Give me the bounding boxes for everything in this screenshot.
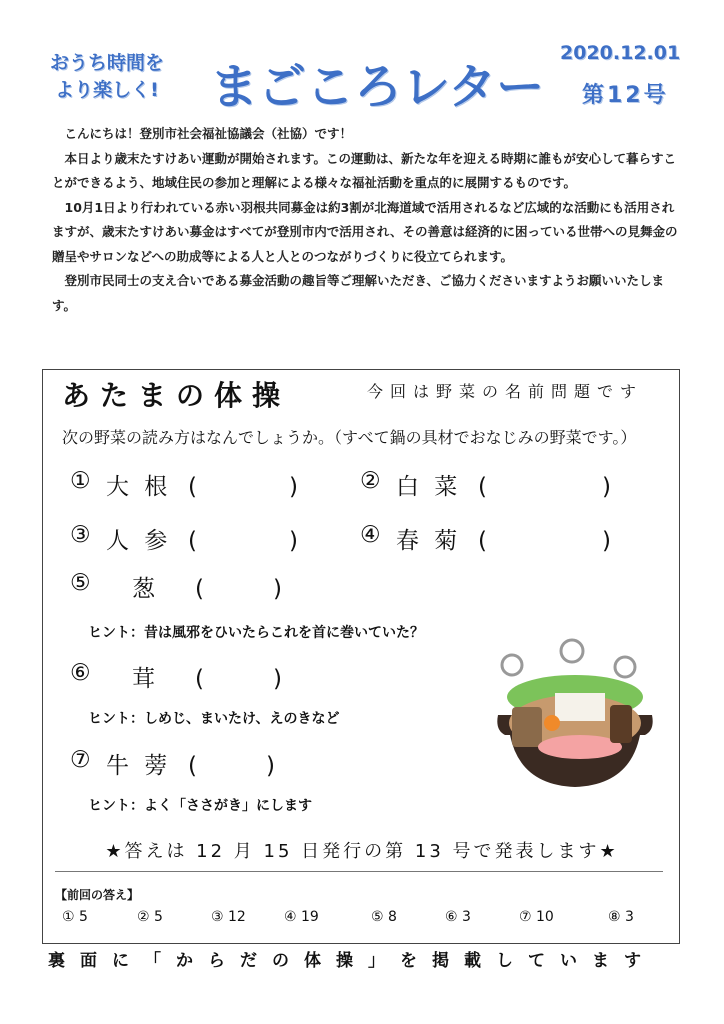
question-number: ③ xyxy=(70,522,91,548)
question-word: 大 根 xyxy=(106,474,172,500)
question-number: ⑤ xyxy=(70,570,91,596)
hotpot-illustration xyxy=(490,635,660,795)
answer-blank: ( ) xyxy=(478,528,611,554)
question-word: 茸 xyxy=(132,666,159,692)
question-word: 春 菊 xyxy=(396,528,462,554)
question-word: 葱 xyxy=(132,576,159,602)
question-word: 人 参 xyxy=(106,528,172,554)
answer-blank: ( ) xyxy=(188,528,298,554)
question-1 xyxy=(70,468,350,498)
question-4 xyxy=(360,522,660,552)
previous-answer: ④ 19 xyxy=(284,909,319,925)
previous-answer: ② 5 xyxy=(137,909,163,925)
answer-blank: ( ) xyxy=(478,474,611,500)
answer-blank: ( ) xyxy=(195,576,282,602)
header-subtitle xyxy=(50,50,164,104)
answer-blank: ( ) xyxy=(188,753,275,779)
question-number: ⑦ xyxy=(70,747,91,773)
intro-paragraph: 本日より歳末たすけあい運動が開始されます。この運動は、新たな年を迎える時期に誰もが安心して暮らすことができるよう、地域住民の参加と理解による様々な福祉活動を重点的に展開するものです。 xyxy=(52,150,677,190)
previous-answer: ① 5 xyxy=(62,909,88,925)
question-6 xyxy=(70,660,350,690)
hint-7: ヒント：よく「ささがき」にします xyxy=(88,798,312,814)
footer-note: 裏面に「からだの体操」を掲載しています xyxy=(48,951,656,971)
question-number: ⑥ xyxy=(70,660,91,686)
question-number: ④ xyxy=(360,522,381,548)
question-word: 白 菜 xyxy=(396,474,462,500)
question-7 xyxy=(70,747,350,777)
quiz-title: あたまの体操 xyxy=(62,379,291,412)
subtitle-line-2: より楽しく! xyxy=(55,79,159,101)
question-5 xyxy=(70,570,350,600)
newsletter-title: まごころレター xyxy=(210,59,545,115)
quiz-instruction: 次の野菜の読み方はなんでしょうか。（すべて鍋の具材でおなじみの野菜です。） xyxy=(62,428,637,447)
question-number: ① xyxy=(70,468,91,494)
hint-5: ヒント：昔は風邪をひいたらこれを首に巻いていた？ xyxy=(88,625,424,641)
previous-answer: ⑥ 3 xyxy=(445,909,471,925)
intro-paragraph: 登別市民同士の支え合いである募金活動の趣旨等ご理解いただき、ご協力くださいますようお願いいたします。 xyxy=(52,273,665,313)
intro-paragraph: 10月1日より行われている赤い羽根共同募金は約3割が北海道域で活用されるなど広域的な活動にも活用されますが、歳末たすけあい募金はすべてが登別市内で活用され、その善意は経済的に困っている世帯への見舞金の贈呈やサロンなどへの助成等による人と人とのつながりづくりに役立てられます。 xyxy=(52,199,678,264)
intro-paragraph: こんにちは！登別市社会福祉協議会（社協）です！ xyxy=(52,126,353,141)
quiz-subtitle: 今回は野菜の名前問題です xyxy=(367,382,644,401)
previous-answer: ⑦ 10 xyxy=(519,909,554,925)
issue-date: 2020.12.01 xyxy=(560,42,681,64)
previous-answer: ③ 12 xyxy=(211,909,246,925)
hint-6: ヒント：しめじ、まいたけ、えのきなど xyxy=(88,711,340,727)
answer-blank: ( ) xyxy=(188,474,298,500)
previous-answer: ⑧ 3 xyxy=(608,909,634,925)
divider xyxy=(55,871,663,872)
issue-number: 第12号 xyxy=(582,83,669,108)
previous-answer: ⑤ 8 xyxy=(371,909,397,925)
answer-blank: ( ) xyxy=(195,666,282,692)
subtitle-line-1: おうち時間を xyxy=(50,52,165,74)
answer-announcement: ★答えは 12 月 15 日発行の第 13 号で発表します★ xyxy=(105,841,619,862)
intro-text xyxy=(52,122,684,318)
question-word: 牛 蒡 xyxy=(106,753,172,779)
question-number: ② xyxy=(360,468,381,494)
question-2 xyxy=(360,468,660,498)
previous-answers-label: 【前回の答え】 xyxy=(55,888,140,902)
question-3 xyxy=(70,522,350,552)
